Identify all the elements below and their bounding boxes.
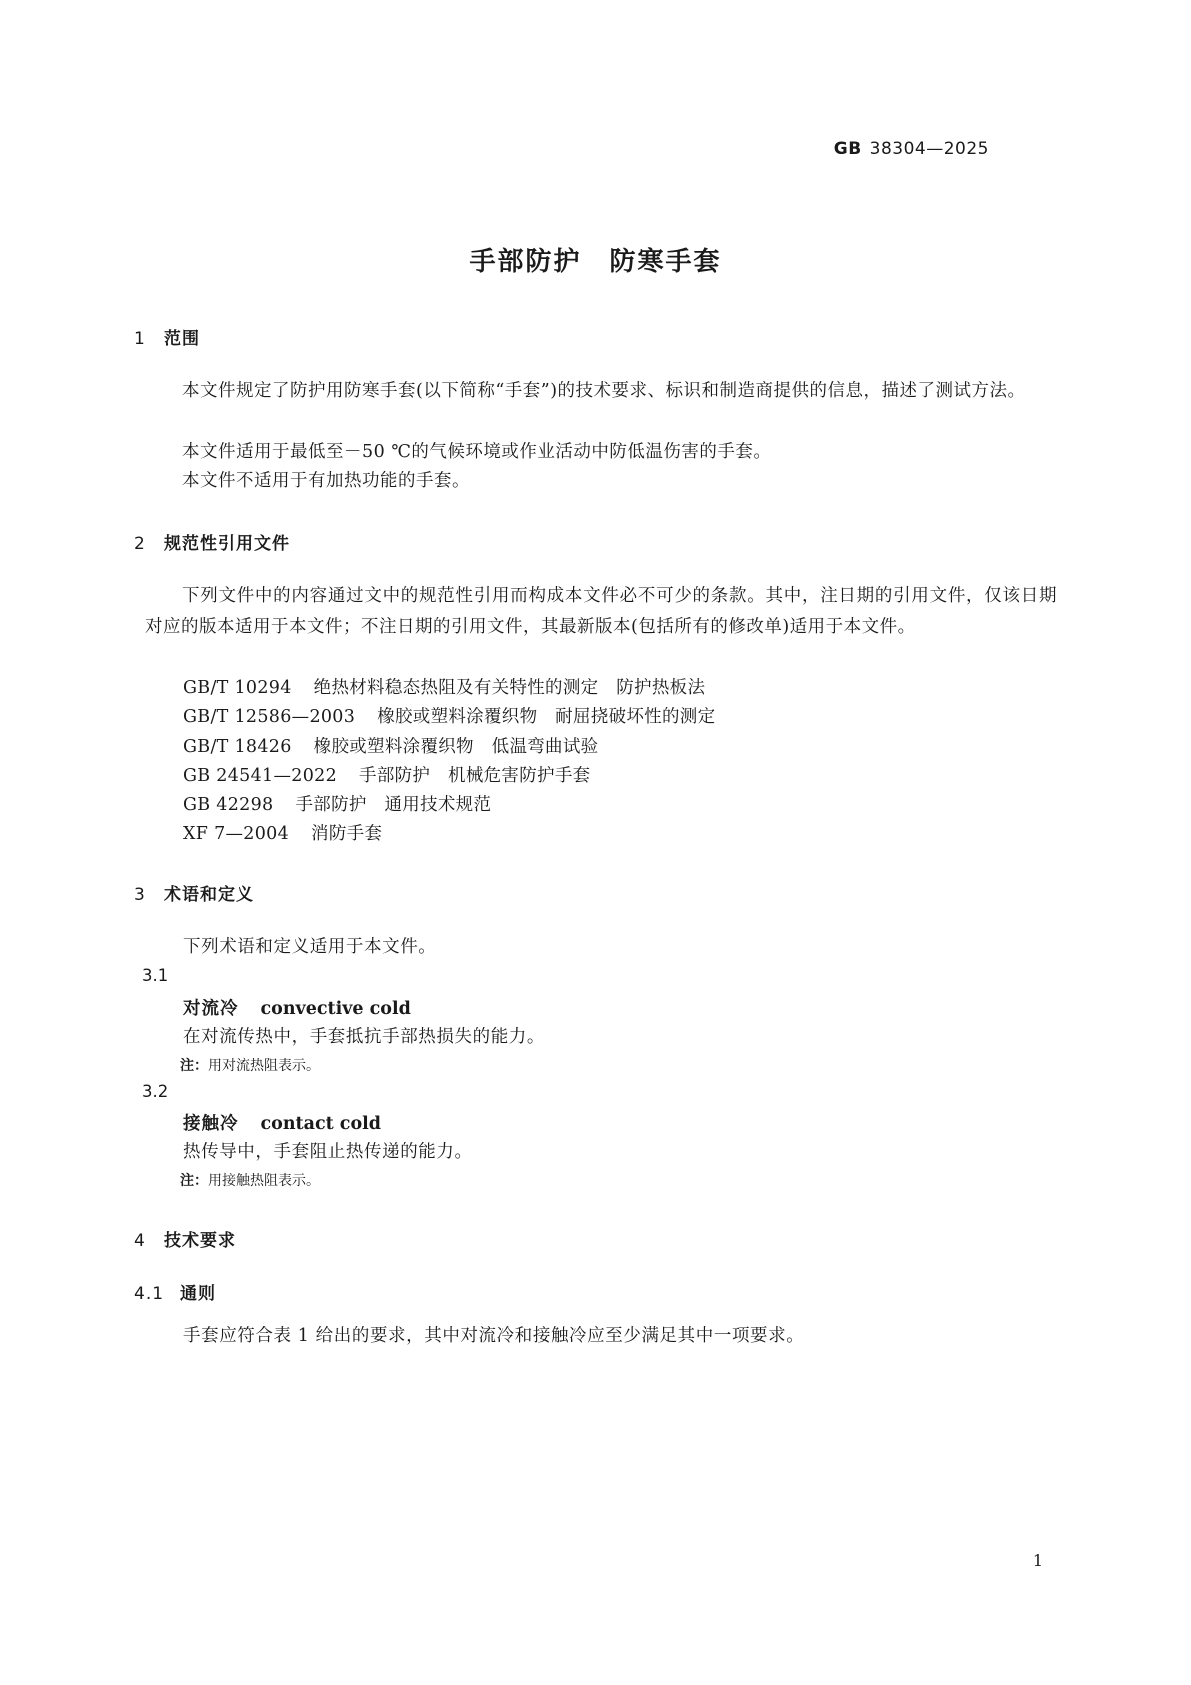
term-number: 3.1 [142, 966, 169, 985]
section-1-paragraph-3: 本文件不适用于有加热功能的手套。 [182, 471, 470, 491]
section-1-heading: 1 范围 [134, 329, 200, 349]
term-note: 注：用对流热阻表示。 [180, 1058, 320, 1074]
section-4-1-heading: 4.1 通则 [134, 1284, 216, 1304]
term-entry: 对流冷 convective cold [183, 999, 411, 1019]
section-1-paragraph-2: 本文件适用于最低至－50 ℃的气候环境或作业活动中防低温伤害的手套。 [182, 442, 772, 462]
reference-item: XF 7—2004 消防手套 [183, 824, 383, 844]
standard-code: GB 38304—2025 [833, 139, 989, 159]
section-4-heading: 4 技术要求 [134, 1231, 236, 1251]
reference-item: GB 42298 手部防护 通用技术规范 [183, 795, 492, 815]
section-3-heading: 3 术语和定义 [134, 885, 254, 905]
term-definition: 热传导中，手套阻止热传递的能力。 [183, 1142, 473, 1162]
term-number: 3.2 [142, 1082, 169, 1101]
reference-item: GB 24541—2022 手部防护 机械危害防护手套 [183, 766, 591, 786]
section-1-paragraph-1: 本文件规定了防护用防寒手套(以下简称“手套”)的技术要求、标识和制造商提供的信息，描述了测试方法。 [182, 381, 1026, 401]
section-2-heading: 2 规范性引用文件 [134, 534, 290, 554]
reference-item: GB/T 10294 绝热材料稳态热阻及有关特性的测定 防护热板法 [183, 678, 706, 698]
section-2-intro: 下列文件中的内容通过文中的规范性引用而构成本文件必不可少的条款。其中，注日期的引用文件，仅该日期对应的版本适用于本文件；不注日期的引用文件，其最新版本(包括所有的修改单)适用于本文件。 [145, 586, 1057, 637]
document-title: 手部防护 防寒手套 [469, 247, 722, 277]
reference-item: GB/T 12586—2003 橡胶或塑料涂覆织物 耐屈挠破坏性的测定 [183, 707, 716, 727]
page-number: 1 [1032, 1551, 1043, 1570]
term-note: 注：用接触热阻表示。 [180, 1173, 320, 1189]
section-4-1-text: 手套应符合表 1 给出的要求，其中对流冷和接触冷应至少满足其中一项要求。 [183, 1326, 805, 1346]
term-definition: 在对流传热中，手套抵抗手部热损失的能力。 [183, 1027, 545, 1047]
reference-item: GB/T 18426 橡胶或塑料涂覆织物 低温弯曲试验 [183, 737, 599, 757]
section-3-intro: 下列术语和定义适用于本文件。 [183, 937, 437, 957]
term-entry: 接触冷 contact cold [183, 1114, 382, 1134]
